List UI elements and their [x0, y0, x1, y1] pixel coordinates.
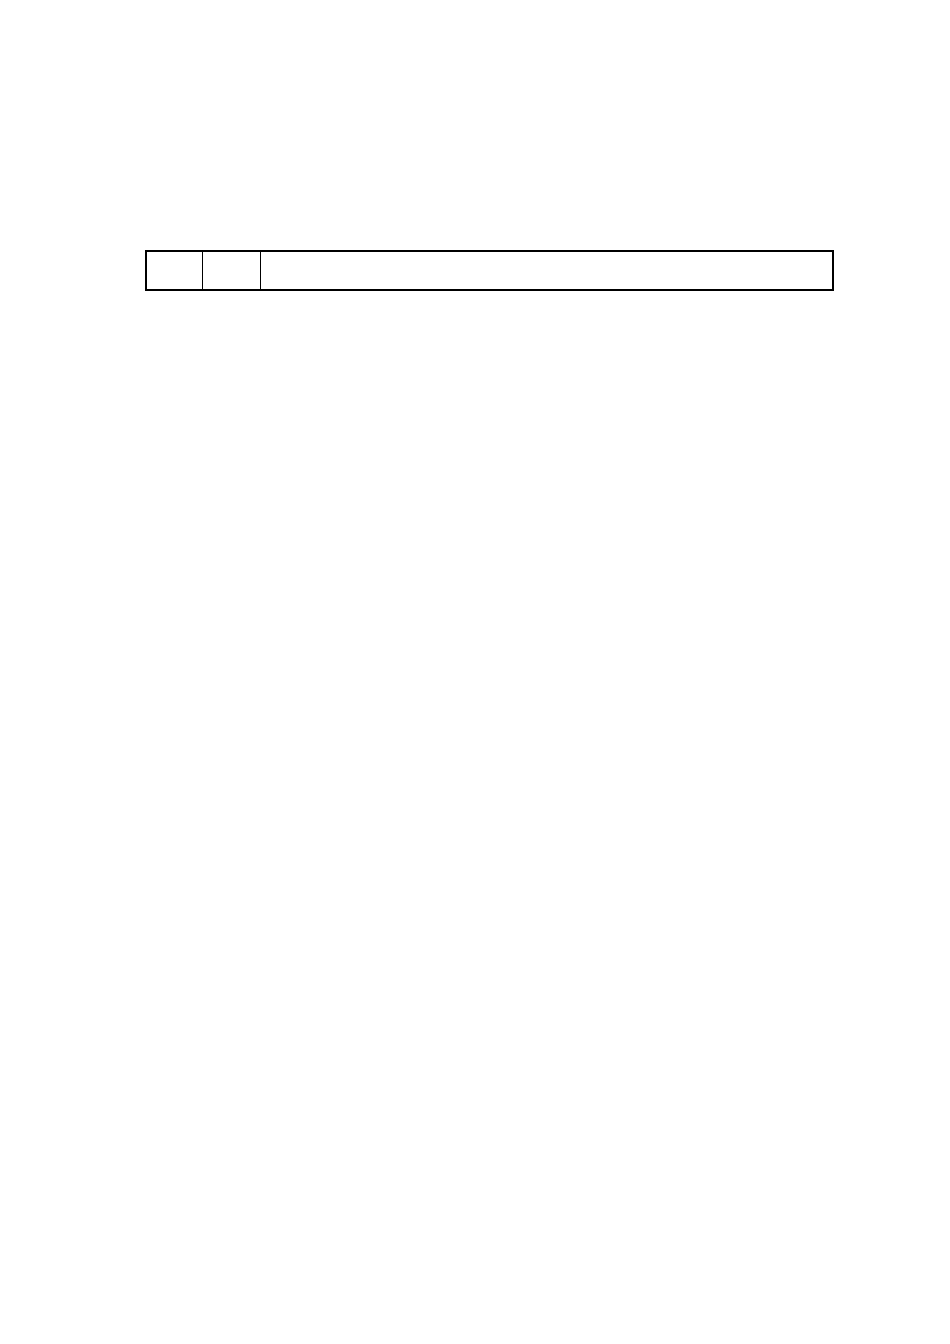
header-item: [202, 251, 260, 290]
layout-basis-table: [145, 250, 834, 291]
header-content: [260, 251, 833, 290]
table-header-row: [146, 251, 833, 290]
header-no: [146, 251, 202, 290]
